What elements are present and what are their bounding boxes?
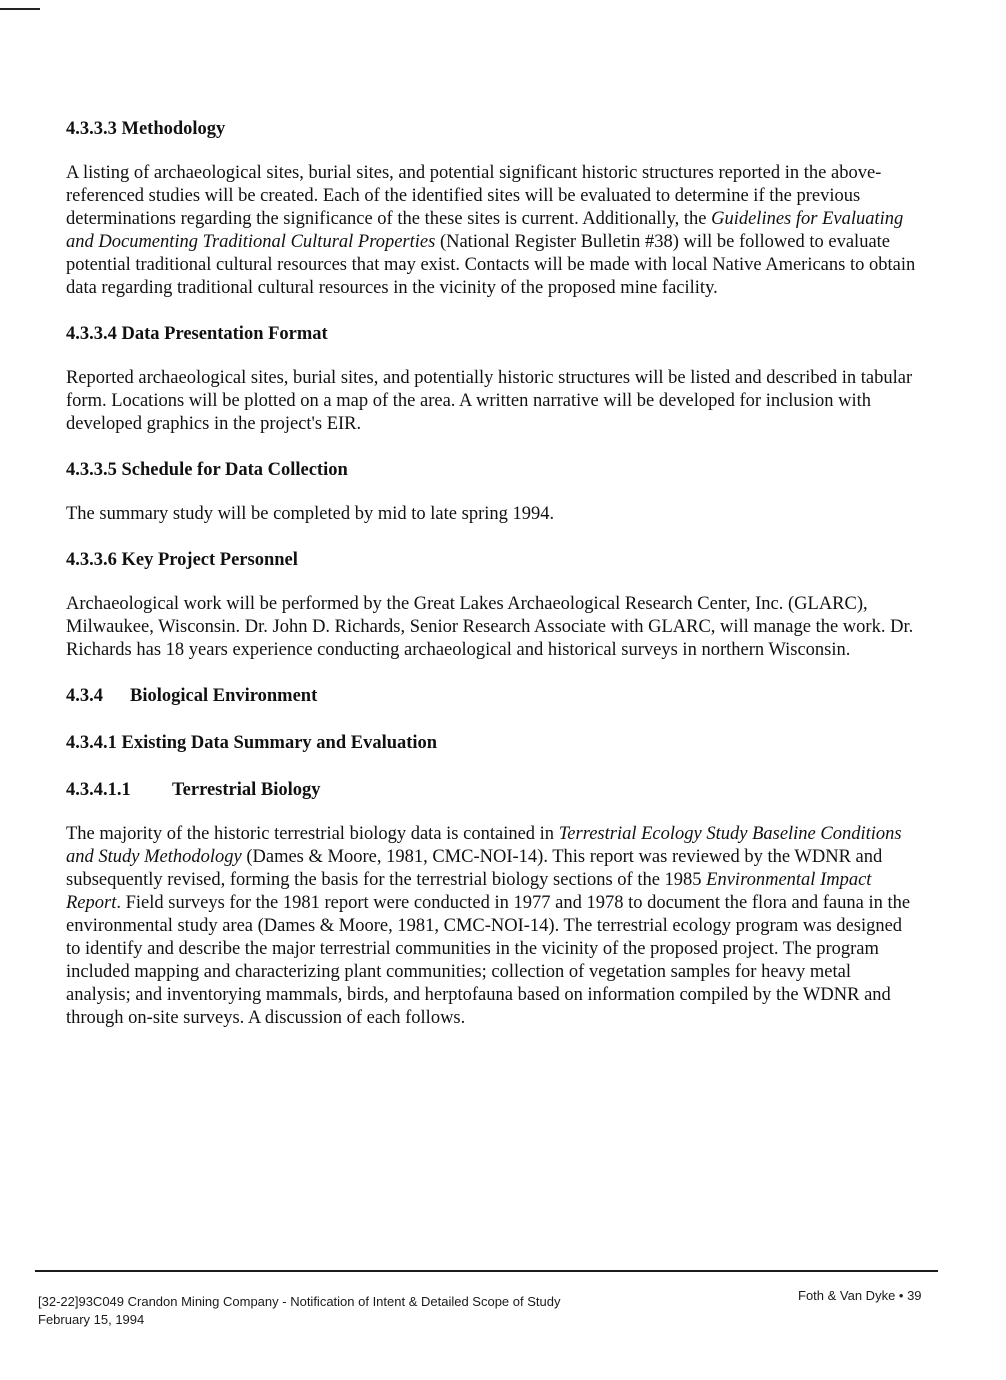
paragraph-schedule: The summary study will be completed by mid to late spring 1994. (66, 504, 555, 524)
heading-schedule: 4.3.3.5 Schedule for Data Collection (66, 460, 348, 480)
terrestrial-text-3: . Field surveys for the 1981 report were conducted in 1977 and 1978 to document the flora and fauna in the environmental study area (Dames & Moore, 1981, CMC-NOI-14). The terrestrial ecology program was designed to identify and describe the major terrestrial communities in the vicinity of the proposed project. The program included mapping and characterizing plant communities; collection of vegetation samples for heavy metal analysis; and inventorying mammals, birds, and herptofauna based on information compiled by the WDNR and through on-site surveys. A discussion of each follows. (66, 893, 911, 1028)
heading-terrestrial-biology (66, 779, 916, 802)
document-body (66, 118, 916, 1030)
section-number: 4.3.4.1.1 (66, 780, 131, 800)
section-title: Biological Environment (130, 686, 318, 706)
terrestrial-text-2: (Dames & Moore, 1981, CMC-NOI-14). This report was reviewed by the WDNR and subsequently revised, forming the basis for the terrestrial biology sections of the 1985 (66, 847, 883, 890)
paragraph-terrestrial-biology (66, 823, 916, 1030)
paragraph-methodology (66, 162, 916, 300)
scan-edge-mark (0, 8, 40, 10)
guidelines-title: Guidelines for Evaluating and Documenting Traditional Cultural Properties (66, 209, 904, 252)
terrestrial-study-title: Terrestrial Ecology Study Baseline Conditions and Study Methodology (66, 824, 902, 867)
terrestrial-text-1: The majority of the historic terrestrial biology data is contained in (66, 824, 559, 844)
paragraph-data-presentation: Reported archaeological sites, burial sites, and potentially historic structures will be listed and described in tabular form. Locations will be plotted on a map of the area. A written narrative will be developed for inclusion with developed graphics in the project's EIR. (66, 368, 913, 434)
eir-title: Environmental Impact Report (66, 870, 872, 913)
heading-data-presentation-format: 4.3.3.4 Data Presentation Format (66, 324, 328, 344)
footer-divider (35, 1270, 938, 1272)
footer-page-number: Foth & Van Dyke • 39 (798, 1288, 922, 1303)
footer-date: February 15, 1994 (38, 1312, 145, 1327)
paragraph-key-personnel: Archaeological work will be performed by the Great Lakes Archaeological Research Center, Inc. (GLARC), Milwaukee, Wisconsin. Dr. John D. Richards, Senior Research Associate with GLARC, will manage the work. Dr. Richards has 18 years experience conducting archaeological and historical surveys in northern Wisconsin. (66, 594, 914, 660)
footer-document-id: [32-22]93C049 Crandon Mining Company - Notification of Intent & Detailed Scope of Study (38, 1294, 561, 1309)
section-number: 4.3.4 (66, 686, 103, 706)
methodology-text-1: A listing of archaeological sites, burial sites, and potential significant historic structures reported in the above-referenced studies will be created. Each of the identified sites will be evaluated to determine if the previous determinations regarding the significance of the these sites is current. Additionally, the (66, 163, 882, 229)
footer-document-info (38, 1293, 560, 1329)
heading-biological-environment (66, 685, 916, 708)
heading-methodology: 4.3.3.3 Methodology (66, 119, 226, 139)
methodology-text-2: (National Register Bulletin #38) will be followed to evaluate potential traditional cultural resources that may exist. Contacts will be made with local Native Americans to obtain data regarding traditional cultural resources in the vicinity of the proposed mine facility. (66, 232, 916, 298)
heading-key-personnel: 4.3.3.6 Key Project Personnel (66, 550, 298, 570)
section-title: Terrestrial Biology (172, 780, 321, 800)
heading-existing-data-summary: 4.3.4.1 Existing Data Summary and Evaluation (66, 733, 438, 753)
